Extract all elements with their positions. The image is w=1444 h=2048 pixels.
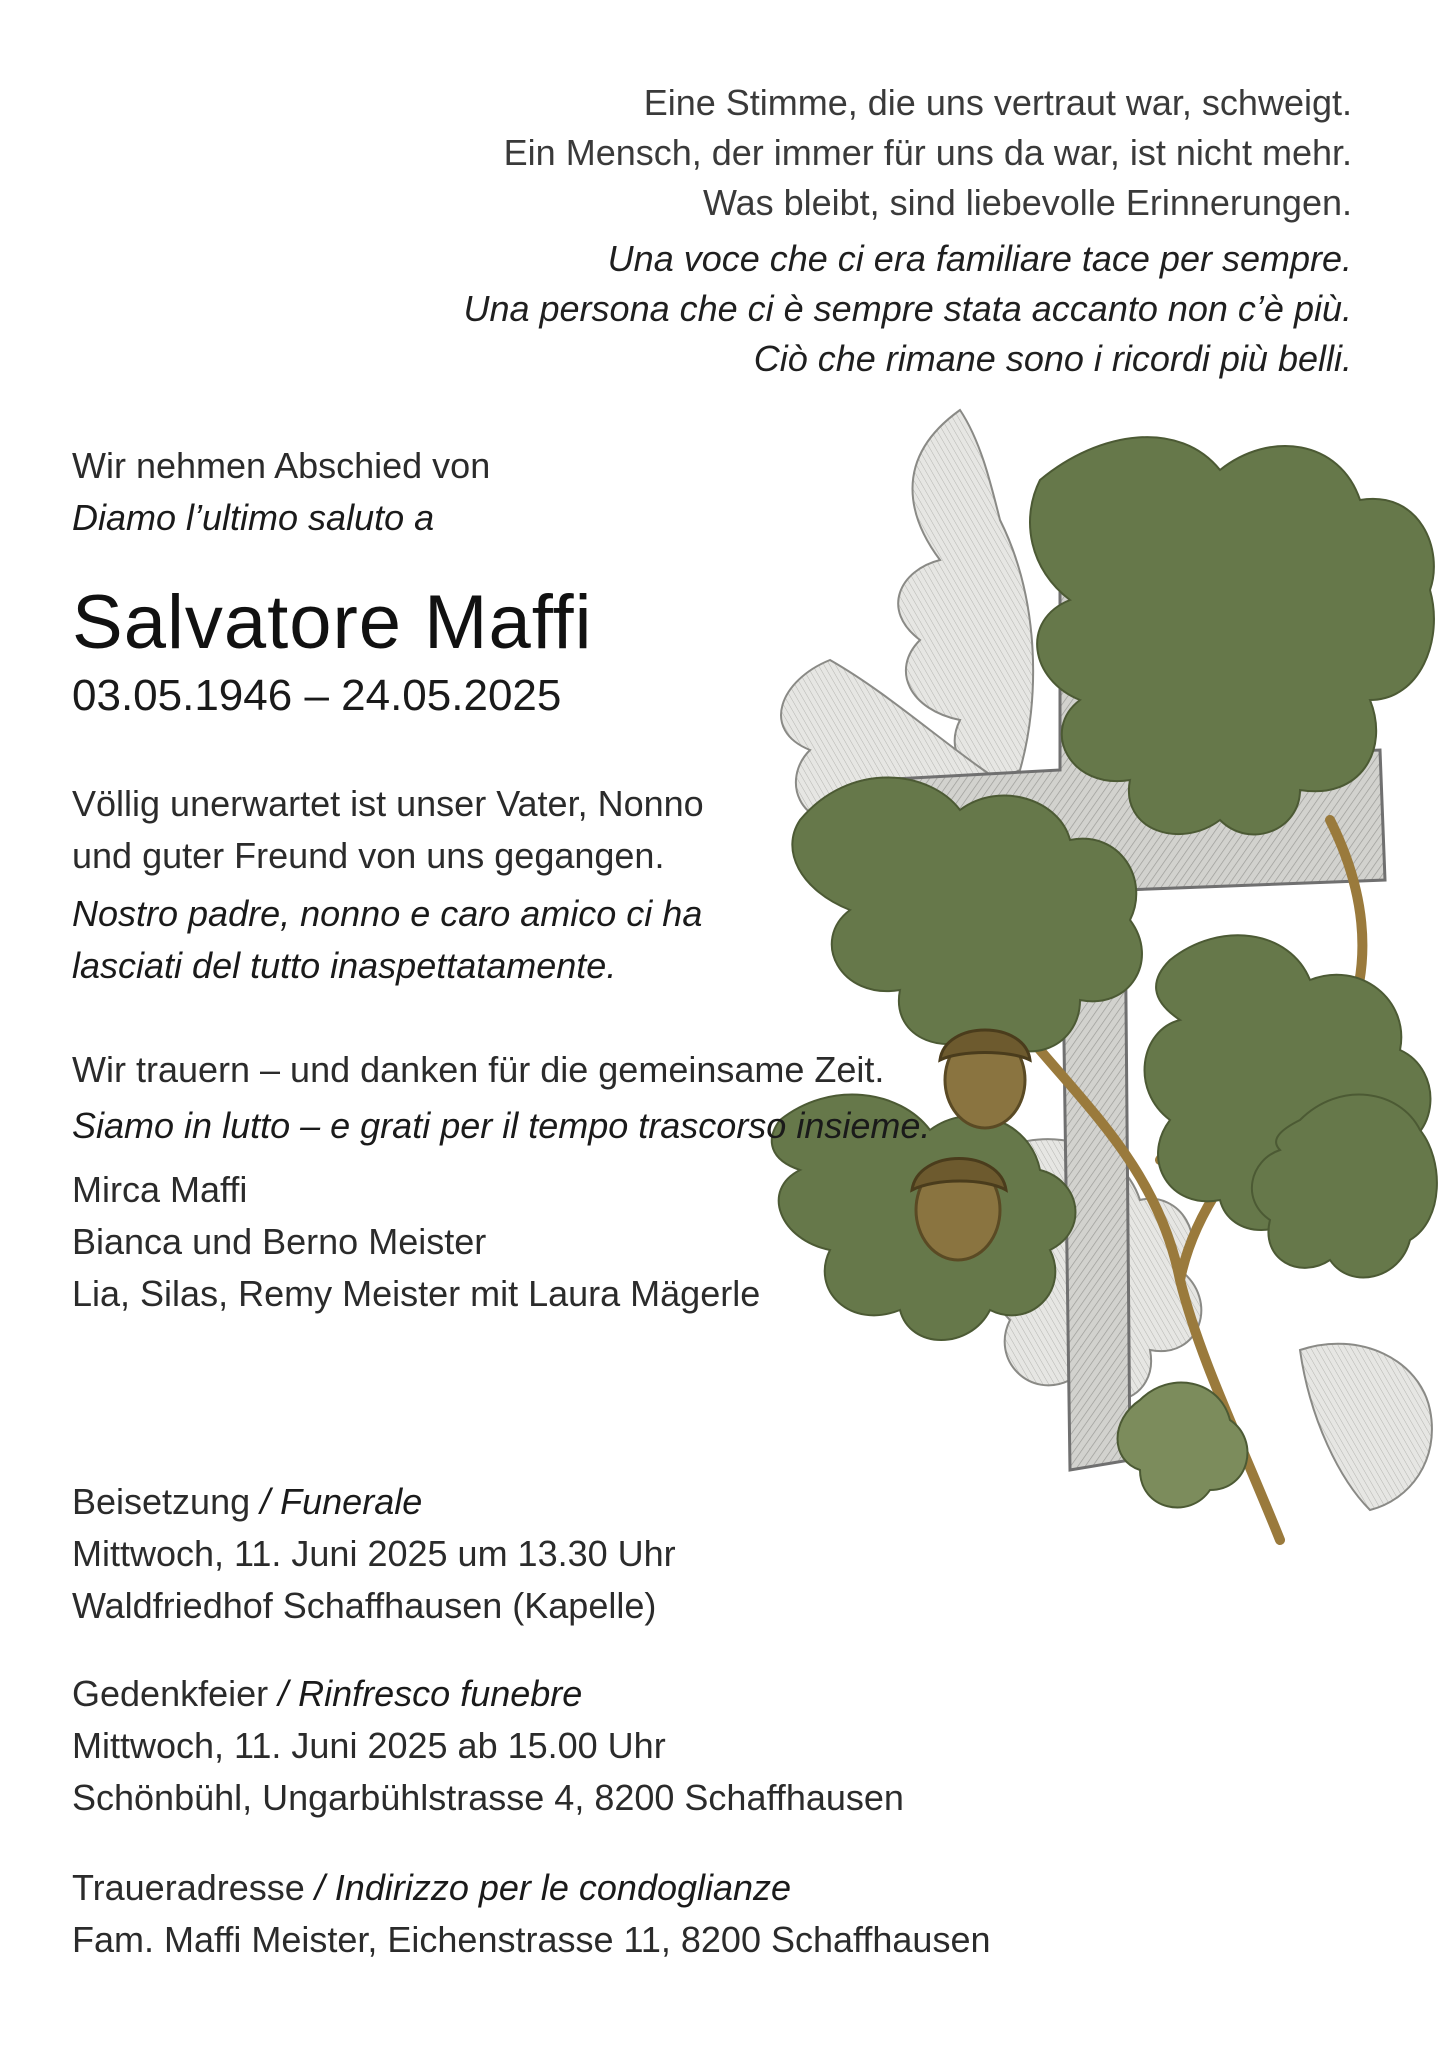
memorial-datetime: Mittwoch, 11. Juni 2025 ab 15.00 Uhr [72, 1725, 666, 1766]
condolence-label-de: Traueradresse [72, 1867, 305, 1908]
memorial-block [72, 1668, 904, 1824]
funeral-label-de: Beisetzung [72, 1481, 251, 1522]
mourning-de: Wir trauern – und danken für die gemeinsame Zeit. [72, 1049, 885, 1090]
memorial-label-de: Gedenkfeier [72, 1673, 269, 1714]
farewell-intro-it: Diamo l’ultimo saluto a [72, 497, 435, 538]
mourning-block [72, 1044, 930, 1152]
memorial-label-it: / Rinfresco funebre [278, 1673, 583, 1714]
life-dates: 03.05.1946 – 24.05.2025 [72, 671, 562, 720]
family-member: Mirca Maffi [72, 1169, 248, 1210]
message-it-line: lasciati del tutto inaspettatamente. [72, 945, 617, 986]
farewell-block [72, 440, 490, 544]
quote-line: Ciò che rimane sono i ricordi più belli. [753, 338, 1352, 379]
condolence-block [72, 1862, 991, 1966]
deceased-name: Salvatore Maffi [72, 580, 593, 665]
mourning-it: Siamo in lutto – e grati per il tempo trascorso insieme. [72, 1105, 931, 1146]
memorial-place: Schönbühl, Ungarbühlstrasse 4, 8200 Schaffhausen [72, 1777, 904, 1818]
funeral-label [72, 1476, 676, 1528]
condolence-address: Fam. Maffi Meister, Eichenstrasse 11, 8200 Schaffhausen [72, 1919, 991, 1960]
message-block [72, 778, 704, 992]
quote-line: Una voce che ci era familiare tace per sempre. [607, 238, 1352, 279]
funeral-block [72, 1476, 676, 1632]
quote-block [252, 78, 1352, 384]
quote-line: Was bleibt, sind liebevolle Erinnerungen. [702, 182, 1352, 223]
funeral-label-it: / Funerale [260, 1481, 423, 1522]
family-member: Bianca und Berno Meister [72, 1221, 487, 1262]
message-it-line: Nostro padre, nonno e caro amico ci ha [72, 893, 703, 934]
deceased-block [72, 578, 593, 724]
memorial-label [72, 1668, 904, 1720]
message-de-line: Völlig unerwartet ist unser Vater, Nonno [72, 783, 704, 824]
funeral-datetime: Mittwoch, 11. Juni 2025 um 13.30 Uhr [72, 1533, 676, 1574]
quote-line: Ein Mensch, der immer für uns da war, ist nicht mehr. [503, 132, 1352, 173]
quote-italian [252, 234, 1352, 384]
quote-line: Eine Stimme, die uns vertraut war, schweigt. [643, 82, 1352, 123]
message-de-line: und guter Freund von uns gegangen. [72, 835, 665, 876]
condolence-label [72, 1862, 991, 1914]
quote-german [252, 78, 1352, 228]
funeral-place: Waldfriedhof Schaffhausen (Kapelle) [72, 1585, 657, 1626]
condolence-label-it: / Indirizzo per le condoglianze [314, 1867, 792, 1908]
farewell-intro-de: Wir nehmen Abschied von [72, 445, 491, 486]
family-list [72, 1164, 760, 1320]
quote-line: Una persona che ci è sempre stata accanto non c’è più. [463, 288, 1352, 329]
family-member: Lia, Silas, Remy Meister mit Laura Mägerle [72, 1273, 761, 1314]
